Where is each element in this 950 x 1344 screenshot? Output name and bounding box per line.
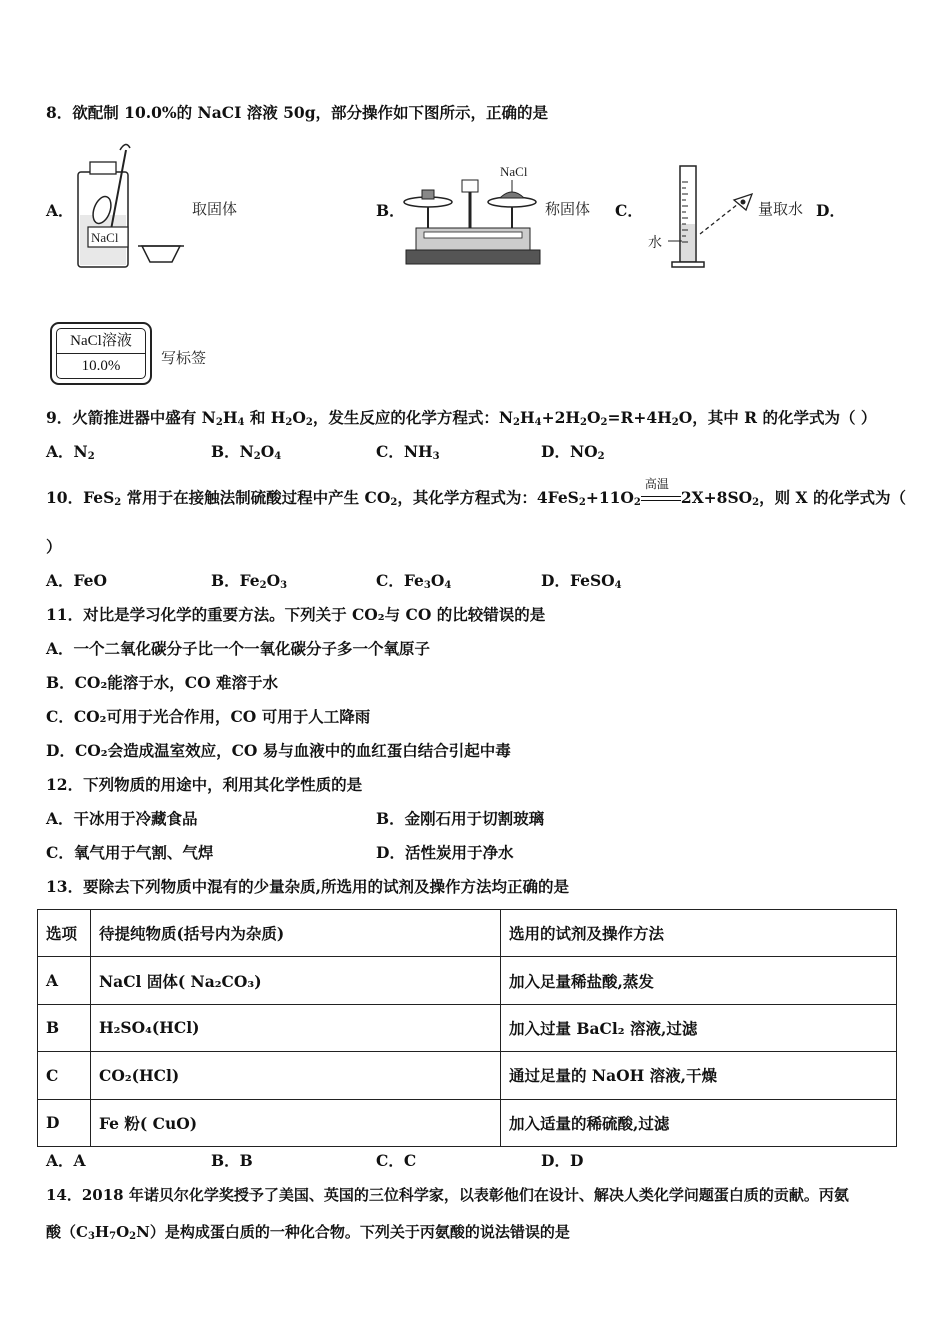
table-cell: 加入足量稀盐酸,蒸发 — [501, 957, 897, 1004]
q8-option-d-label: D． — [816, 201, 845, 220]
q8-option-c-label: C． — [615, 201, 643, 220]
bottle-label-text: NaCl — [91, 230, 119, 245]
table-cell: 加入过量 BaCl₂ 溶液,过滤 — [501, 1004, 897, 1051]
q8-option-a-label: A． — [46, 201, 74, 220]
q11-option-a: A．一个二氧化碳分子比一个一氧化碳分子多一个氧原子 — [46, 639, 431, 658]
table-cell: B — [38, 1004, 91, 1051]
table-cell: A — [38, 957, 91, 1004]
table-header-row — [38, 910, 897, 957]
tag-line-2: 10.0% — [81, 358, 121, 374]
header-cell: 待提纯物质(括号内为杂质) — [91, 910, 501, 957]
q9-stem: 9．火箭推进器中盛有 $N_2H_4$ 和 $H_2O_2$，发生反应的化学方程式：$N_2H_4+2H_2O_2=R+4H_2O$，其中 R 的化学式为（ ） — [46, 408, 877, 428]
header-cell: 选用的试剂及操作方法 — [501, 910, 897, 957]
q13-option-b: B．B — [211, 1151, 253, 1170]
table-row — [38, 1099, 897, 1146]
table-row — [38, 1052, 897, 1099]
q9-option-c: C．$NH_3$ — [376, 442, 440, 462]
q11-stem: 11．对比是学习化学的重要方法。下列关于 CO₂与 CO 的比较错误的是 — [46, 605, 546, 624]
balance-pan-label: NaCl — [500, 164, 528, 179]
q13-table — [37, 909, 897, 1147]
q12-option-b: B．金刚石用于切割玻璃 — [376, 809, 545, 828]
q12-option-a: A．干冰用于冷藏食品 — [46, 809, 198, 828]
table-cell: D — [38, 1099, 91, 1146]
q13-option-c: C．C — [376, 1151, 417, 1170]
q11-option-b: B．CO₂能溶于水，CO 难溶于水 — [46, 673, 278, 692]
q8-stem: 8．欲配制 10.0%的 NaCI 溶液 50g，部分操作如下图所示，正确的是 — [46, 103, 549, 122]
q9-option-d: D．$NO_2$ — [541, 442, 605, 462]
q10-stem: 10．FeS$_2$ 常用于在接触法制硫酸过程中产生 $CO_2$，其化学方程式为：$4FeS_2+11O_2$ 高温 $2X+8SO_2$，则 X 的化学式为（ — [46, 477, 906, 508]
water-label: 水 — [648, 235, 662, 251]
q13-option-a: A．A — [46, 1151, 86, 1170]
reagent-bottle-figure — [68, 140, 193, 272]
q11-option-c: C．CO₂可用于光合作用，CO 可用于人工降雨 — [46, 707, 371, 726]
q11-option-d: D．CO₂会造成温室效应，CO 易与血液中的血红蛋白结合引起中毒 — [46, 741, 511, 760]
table-cell: 加入适量的稀硫酸,过滤 — [501, 1099, 897, 1146]
q13-option-d: D．D — [541, 1151, 584, 1170]
q12-option-d: D．活性炭用于净水 — [376, 843, 514, 862]
table-cell: C — [38, 1052, 91, 1099]
q14-line-1: 14．2018 年诺贝尔化学奖授予了美国、英国的三位科学家，以表彰他们在设计、解决人类化学问题蛋白质的贡献。丙氨 — [46, 1186, 849, 1204]
tag-line-1: NaCl溶液 — [57, 329, 145, 354]
header-cell: 选项 — [38, 910, 91, 957]
graduated-cylinder-figure — [642, 162, 757, 272]
q8-option-a-caption: 取固体 — [192, 200, 238, 218]
table-cell: H₂SO₄(HCl) — [91, 1004, 501, 1051]
table-cell: 通过足量的 NaOH 溶液,干燥 — [501, 1052, 897, 1099]
table-row — [38, 1004, 897, 1051]
label-tag-figure — [50, 322, 152, 385]
table-cell: Fe 粉( CuO) — [91, 1099, 501, 1146]
table-cell: CO₂(HCl) — [91, 1052, 501, 1099]
q9-option-a: A．$N_2$ — [46, 442, 95, 462]
q8-option-b-caption: 称固体 — [545, 200, 591, 218]
q12-option-c: C．氧气用于气割、气焊 — [46, 843, 214, 862]
reaction-condition: 高温 — [641, 488, 681, 508]
q9-option-b: B．$N_2O_4$ — [211, 442, 282, 462]
q8-option-b-label: B． — [376, 201, 405, 220]
q8-option-c-caption: 量取水 — [758, 200, 804, 218]
q10-close-paren: ） — [46, 537, 62, 556]
q10-option-b: B．$Fe_2O_3$ — [211, 571, 288, 591]
q10-option-d: D．FeSO$_4$ — [541, 571, 622, 591]
q10-option-a: A．FeO — [46, 571, 108, 590]
table-row — [38, 957, 897, 1004]
q14-line-2: 酸$(C_3H_7O_2N)$是构成蛋白质的一种化合物。下列关于丙氨酸的说法错误的是 — [46, 1223, 570, 1242]
q10-option-c: C．$Fe_3O_4$ — [376, 571, 452, 591]
table-cell: NaCl 固体( Na₂CO₃) — [91, 957, 501, 1004]
q12-stem: 12．下列物质的用途中，利用其化学性质的是 — [46, 775, 363, 794]
q8-option-d-caption: 写标签 — [161, 349, 207, 367]
balance-figure — [402, 160, 544, 270]
q13-stem: 13．要除去下列物质中混有的少量杂质,所选用的试剂及操作方法均正确的是 — [46, 877, 569, 896]
